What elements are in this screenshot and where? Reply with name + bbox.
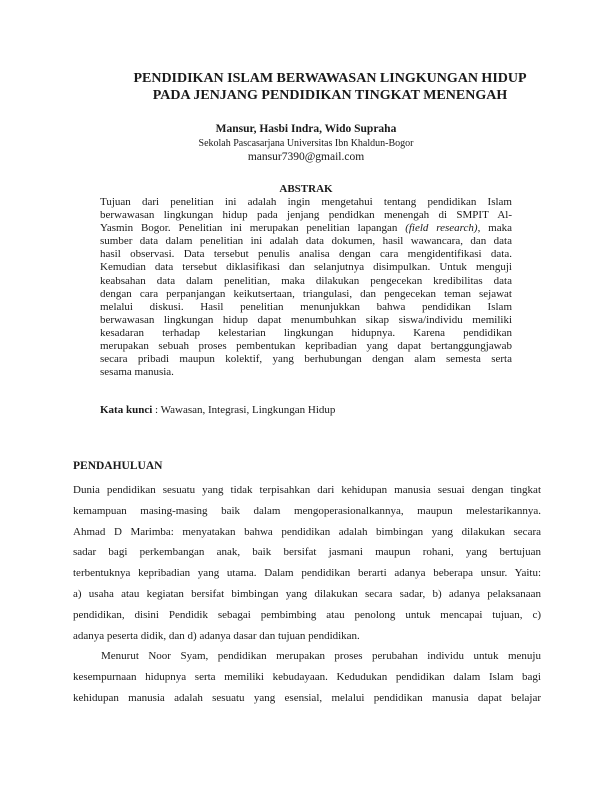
body-line: Menurut Noor Syam, pendidikan merupakan proses perubahan individu untuk menuju: [101, 650, 541, 663]
authors: Mansur, Hasbi Indra, Wido Supraha: [215, 123, 397, 135]
paper-title: [100, 70, 560, 104]
body-line: Ahmad D Marimba: menyatakan bahwa pendidikan adalah bimbingan yang dilakukan secara: [73, 525, 541, 538]
body-line: a) usaha atau kegiatan bersifat bimbingan yang dilakukan secara sadar, b) adanya pelaksanaan: [73, 587, 541, 600]
body-line: Dunia pendidikan sesuatu yang tidak terpisahkan dari kehidupan manusia sesuai dengan tingkat: [73, 484, 541, 496]
keywords-label: Kata kunci: [100, 404, 153, 416]
section-body: [73, 480, 541, 709]
abstract-heading: ABSTRAK: [279, 183, 333, 195]
keywords: [100, 404, 512, 416]
abstract-line: dengan cara perpanjangan keikutsertaan, triangulasi, dan pengecekan teman sejawat: [100, 287, 512, 300]
abstract-line: berwawasan lingkungan hidup dapat menumbuhkan sikap siswa/individu memiliki: [100, 313, 512, 326]
abstract-line: keabsahan data dalam penelitian, maka dilakukan pengecekan kredibilitas data: [100, 274, 512, 287]
abstract-line: kesadaran terhadap kelestarian lingkungan hidupnya. Karena pendidikan: [100, 326, 512, 339]
affiliation: Sekolah Pascasarjana Universitas Ibn Khaldun-Bogor: [198, 138, 414, 149]
body-line: kemampuan masing-masing baik dalam mengoperasionalkannya, maupun melestarikannya.: [73, 504, 541, 517]
keywords-text: : Wawasan, Integrasi, Lingkungan Hidup: [152, 404, 336, 416]
abstract-line: secara pribadi maupun kolektif, yang berhubungan dengan alam semesta serta: [100, 353, 512, 366]
body-line: adanya peserta didik, dan d) adanya dasar dan tujuan pendidikan.: [73, 629, 360, 642]
body-line: kesempurnaan hidupnya serta memiliki kebudayaan. Kedudukan pendidikan dalam Islam bagi: [73, 671, 541, 684]
body-line: kehidupan manusia adalah sesuatu yang esensial, melalui pendidikan manusia dapat belajar: [73, 691, 541, 704]
abstract-line-tail: , maka: [477, 222, 512, 235]
abstract-line: hasil observasi. Data tersebut penulis analisa dengan cara mengidentifikasi data.: [100, 248, 512, 261]
title-line-1: PENDIDIKAN ISLAM BERWAWASAN LINGKUNGAN HIDUP: [133, 71, 527, 86]
body-line: sadar bagi perkembangan anak, baik bersifat jasmani maupun rohani, yang bertujuan: [73, 546, 541, 559]
body-line: terbentuknya kepribadian yang utama. Dalam pendidikan berarti adanya beberapa unsur. Yaitu:: [73, 567, 541, 580]
abstract-line: sesama manusia.: [100, 366, 174, 379]
abstract-body: [100, 196, 512, 379]
section-heading: PENDAHULUAN: [73, 460, 163, 472]
author-email: mansur7390@gmail.com: [247, 151, 365, 163]
abstract-line: Kemudian data tersebut diklasifikasi dan selanjutnya disimpulkan. Untuk menguji: [100, 261, 512, 274]
abstract-line: sumber data dalam penelitian ini adalah data dokumen, hasil wawancara, dan data: [100, 235, 512, 248]
abstract-line: merupakan sebuah proses pembentukan kepribadian yang dapat bertanggungjawab: [100, 340, 512, 353]
abstract-line: Tujuan dari penelitian ini adalah ingin mengetahui tentang pendidikan Islam: [100, 196, 512, 208]
abstract-line: melalui diskusi. Hasil penelitian menunjukkan bahwa pendidikan Islam: [100, 300, 512, 313]
abstract-line: berwawasan lingkungan hidup pada jenjang pendidkan menengah di SMPIT Al-: [100, 209, 512, 222]
field-research-term: (field research): [405, 222, 478, 235]
body-line: pendidikan, disini Pendidik sebagai pembimbing atau penolong untuk mencapai tujuan, c): [73, 608, 541, 621]
abstract-line: [100, 222, 512, 235]
abstract-line-text: Yasmin Bogor. Penelitian ini merupakan penelitian lapangan: [100, 222, 406, 235]
title-line-2: PADA JENJANG PENDIDIKAN TINGKAT MENENGAH: [152, 88, 508, 103]
